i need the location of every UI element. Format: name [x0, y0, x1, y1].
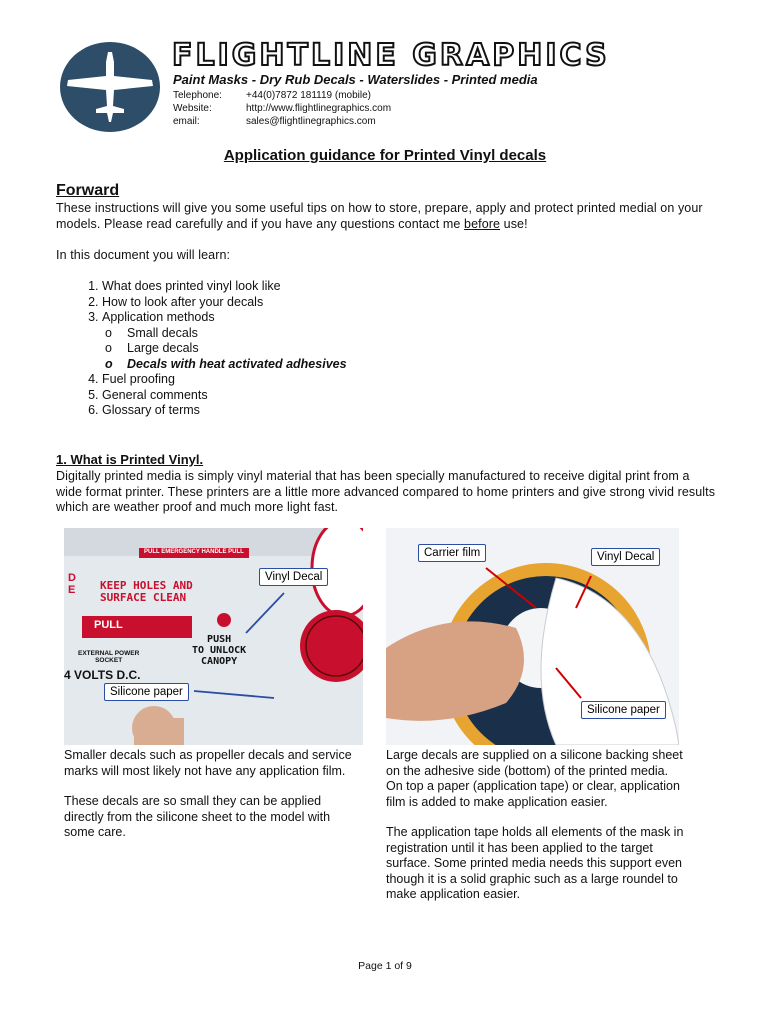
list-item-label: Application methods: [102, 310, 215, 324]
forward-text-underlined: before: [464, 216, 501, 231]
contact-value[interactable]: sales@flightlinegraphics.com: [246, 116, 376, 127]
decal-text: EXTERNAL POWER SOCKET: [78, 650, 140, 664]
contact-label: Website:: [173, 103, 212, 114]
contents-list: [56, 279, 347, 419]
contact-label: email:: [173, 116, 200, 127]
decal-text: PULL EMERGENCY HANDLE PULL: [144, 549, 244, 555]
callout-silicone-paper: Silicone paper: [581, 701, 666, 719]
callout-vinyl-decal: Vinyl Decal: [591, 548, 660, 566]
page-number: Page 1 of 9: [358, 960, 412, 972]
list-item: 4. Fuel proofing: [102, 372, 347, 388]
list-item: 2. How to look after your decals: [102, 295, 347, 311]
callout-carrier-film: Carrier film: [418, 544, 486, 562]
decal-text: KEEP HOLES AND SURFACE CLEAN: [100, 579, 193, 604]
section-1-paragraph: Digitally printed media is simply vinyl material that has been specially manufactured to receive digital print from a wide format printer. These printers are a little more advanced compared to home printers and give strong vivid results which are weather proof and much more light fast.: [56, 469, 716, 514]
brand-tagline: Paint Masks - Dry Rub Decals - Waterslides - Printed media: [173, 72, 538, 87]
forward-text: These instructions will give you some useful tips on how to store, prepare, apply and protect printed medial on your models. Please read carefully and if you have any questions contact me: [56, 201, 703, 231]
decal-text: 4 VOLTS D.C.: [64, 668, 141, 682]
contact-block: [173, 89, 391, 128]
forward-heading: Forward: [56, 182, 120, 199]
contact-value[interactable]: http://www.flightlinegraphics.com: [246, 103, 392, 114]
sub-list-item: o Small decals: [127, 326, 347, 342]
right-column-text: [386, 748, 686, 918]
learn-intro: In this document you will learn:: [56, 248, 231, 262]
small-decals-photo: [64, 528, 363, 745]
contact-value: +44(0)7872 181119 (mobile): [246, 90, 371, 101]
large-decals-photo: [386, 528, 679, 745]
decal-text: PULL: [94, 619, 123, 631]
right-paragraph: Large decals are supplied on a silicone backing sheet on the adhesive side (bottom) of the printed media. On top a paper (application tape) or clear, application film is added to make application easier.: [386, 748, 683, 809]
sub-list-item: o Decals with heat activated adhesives: [127, 357, 347, 373]
callout-vinyl-decal: Vinyl Decal: [259, 568, 328, 586]
decal-text: D E: [68, 572, 76, 596]
contact-telephone: [173, 89, 391, 102]
forward-text-end: use!: [500, 216, 528, 231]
list-item: [102, 310, 347, 372]
left-paragraph: Smaller decals such as propeller decals and service marks will most likely not have any application film.: [64, 748, 352, 778]
left-column-text: [64, 748, 364, 856]
document-title: Application guidance for Printed Vinyl decals: [223, 147, 547, 164]
decal-text: PUSH TO UNLOCK CANOPY: [192, 634, 247, 667]
sub-list-item: o Large decals: [127, 341, 347, 357]
left-paragraph: These decals are so small they can be applied directly from the silicone sheet to the model with some care.: [64, 794, 331, 839]
forward-paragraph: [56, 201, 716, 232]
list-item: 1. What does printed vinyl look like: [102, 279, 347, 295]
brand-wordmark: FLIGHTLINE GRAPHICS: [172, 38, 610, 73]
spitfire-logo-icon: [60, 42, 160, 132]
contact-email: [173, 115, 391, 128]
callout-silicone-paper: Silicone paper: [104, 683, 189, 701]
list-item: 6. Glossary of terms: [102, 403, 347, 419]
sub-list: [102, 326, 347, 373]
contact-label: Telephone:: [173, 90, 222, 101]
section-1-heading: 1. What is Printed Vinyl.: [56, 452, 204, 467]
right-paragraph: The application tape holds all elements of the mask in registration until it has been applied to the target surface. Some printed media needs this support even though it is a solid graphic such as a large roundel to make application easier.: [386, 825, 684, 901]
list-item: 5. General comments: [102, 388, 347, 404]
contact-website: [173, 102, 391, 115]
